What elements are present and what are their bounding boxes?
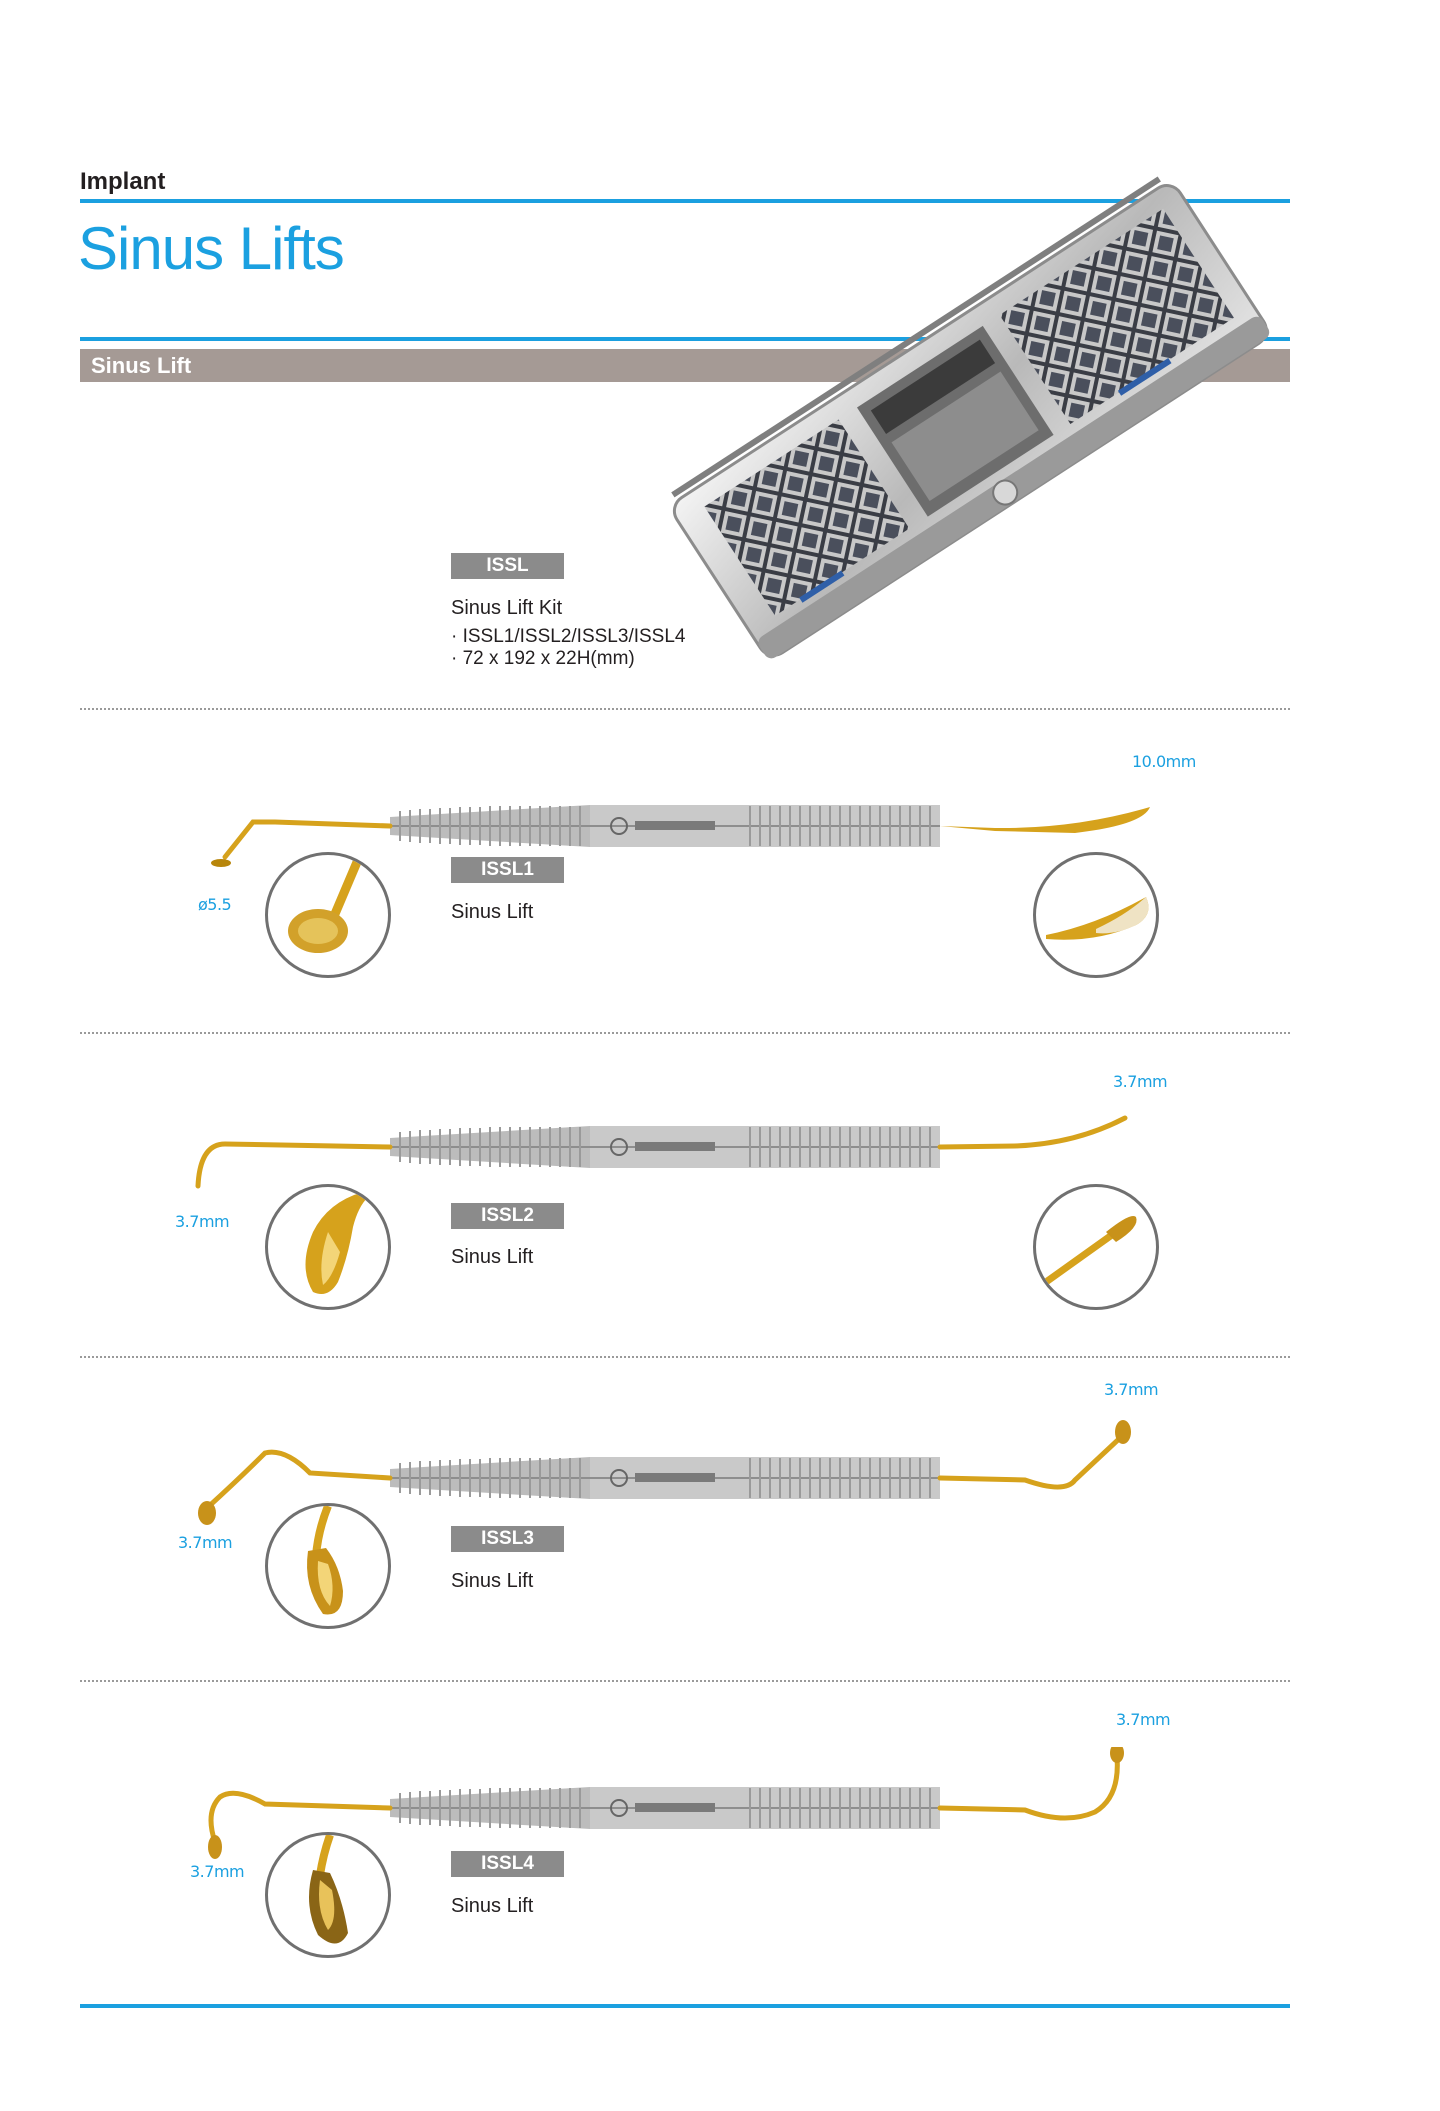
product-name: Sinus Lift [451, 901, 534, 923]
kit-spec-2 [451, 648, 635, 670]
tip-detail-right [1033, 1184, 1159, 1310]
product-code-badge: ISSL3 [451, 1526, 564, 1552]
product-code-badge: ISSL4 [451, 1851, 564, 1877]
dimension-label-right: 10.0mm [1132, 752, 1196, 771]
bullet: · [451, 626, 463, 647]
dimension-label-right: 3.7mm [1116, 1710, 1171, 1729]
dimension-label-left: 3.7mm [190, 1862, 245, 1881]
instrument-handle [390, 805, 940, 847]
dimension-label-left: 3.7mm [175, 1212, 230, 1231]
tip-detail-right [1033, 852, 1159, 978]
instrument-handle [390, 1457, 940, 1499]
kit-code-badge: ISSL [451, 553, 564, 579]
footer-rule [80, 2004, 1290, 2008]
dimension-label-left: 3.7mm [178, 1533, 233, 1552]
bullet: · [451, 648, 463, 669]
instrument-cassette-image [660, 158, 1280, 683]
straight-spoon-tip-icon [1036, 1187, 1156, 1307]
tip-detail-left [265, 1184, 391, 1310]
dimension-label-right: 3.7mm [1104, 1380, 1159, 1399]
product-name: Sinus Lift [451, 1246, 534, 1268]
category-label: Implant [80, 168, 166, 195]
hooked-spoon-tip-icon [268, 1835, 388, 1955]
product-name: Sinus Lift [451, 1895, 534, 1917]
dimension-label-left: ø5.5 [198, 895, 232, 914]
kit-spec-1 [451, 626, 685, 648]
page-title: Sinus Lifts [78, 215, 344, 282]
instrument-handle [390, 1126, 940, 1168]
instrument-handle [390, 1787, 940, 1829]
tip-detail-left [265, 1503, 391, 1629]
wide-paddle-tip-icon [1036, 855, 1156, 975]
tip-detail-left [265, 852, 391, 978]
product-issl2 [0, 1034, 1440, 1354]
kit-spec-text: ISSL1/ISSL2/ISSL3/ISSL4 [462, 626, 686, 647]
product-code-badge: ISSL1 [451, 857, 564, 883]
curved-spoon-tip-icon [268, 1187, 388, 1307]
product-name: Sinus Lift [451, 1570, 534, 1592]
product-issl1 [0, 710, 1440, 1030]
section-title: Sinus Lift [91, 353, 192, 378]
product-issl3 [0, 1358, 1440, 1678]
kit-name: Sinus Lift Kit [451, 597, 563, 619]
product-code-badge: ISSL2 [451, 1203, 564, 1229]
product-issl4 [0, 1682, 1440, 2002]
round-disc-tip-icon [268, 855, 388, 975]
kit-spec-text: 72 x 192 x 22H(mm) [462, 648, 635, 669]
angled-spoon-tip-icon [268, 1506, 388, 1626]
dimension-label-right: 3.7mm [1113, 1072, 1168, 1091]
tip-detail-left [265, 1832, 391, 1958]
